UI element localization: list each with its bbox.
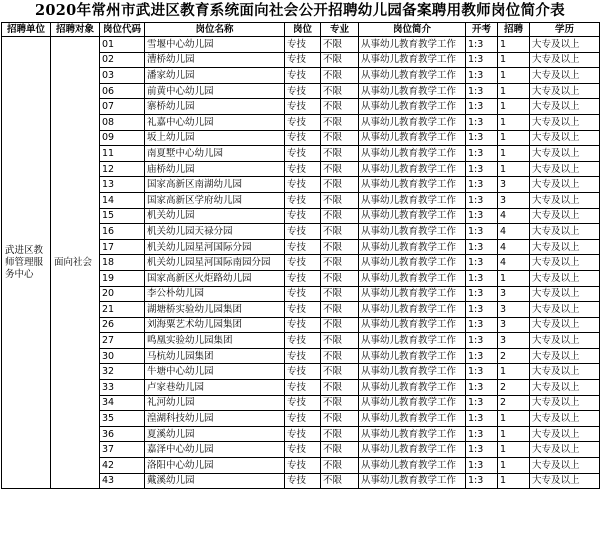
education-cell: 大专及以上	[530, 161, 600, 177]
education-cell: 大专及以上	[530, 37, 600, 53]
position-code-cell: 19	[100, 270, 145, 286]
major-cell: 不限	[321, 302, 359, 318]
position-type-cell: 专技	[285, 411, 321, 427]
major-cell: 不限	[321, 317, 359, 333]
exam-ratio-cell: 1:3	[466, 473, 498, 489]
position-description-cell: 从事幼儿教育教学工作	[359, 68, 466, 84]
exam-ratio-cell: 1:3	[466, 458, 498, 474]
education-cell: 大专及以上	[530, 224, 600, 240]
col-header-position: 岗位	[285, 23, 321, 37]
position-code-cell: 07	[100, 99, 145, 115]
major-cell: 不限	[321, 192, 359, 208]
position-type-cell: 专技	[285, 37, 321, 53]
hire-count-cell: 1	[498, 68, 530, 84]
education-cell: 大专及以上	[530, 68, 600, 84]
hire-count-cell: 1	[498, 161, 530, 177]
position-description-cell: 从事幼儿教育教学工作	[359, 83, 466, 99]
col-header-code: 岗位代码	[100, 23, 145, 37]
education-cell: 大专及以上	[530, 442, 600, 458]
position-code-cell: 01	[100, 37, 145, 53]
hire-count-cell: 1	[498, 130, 530, 146]
school-name-cell: 坂上幼儿园	[145, 130, 285, 146]
hire-count-cell: 3	[498, 302, 530, 318]
position-type-cell: 专技	[285, 348, 321, 364]
education-cell: 大专及以上	[530, 99, 600, 115]
position-type-cell: 专技	[285, 302, 321, 318]
position-code-cell: 33	[100, 380, 145, 396]
major-cell: 不限	[321, 130, 359, 146]
position-description-cell: 从事幼儿教育教学工作	[359, 239, 466, 255]
major-cell: 不限	[321, 348, 359, 364]
position-code-cell: 12	[100, 161, 145, 177]
position-code-cell: 14	[100, 192, 145, 208]
position-description-cell: 从事幼儿教育教学工作	[359, 224, 466, 240]
position-code-cell: 17	[100, 239, 145, 255]
position-description-cell: 从事幼儿教育教学工作	[359, 270, 466, 286]
school-name-cell: 卢家巷幼儿园	[145, 380, 285, 396]
position-description-cell: 从事幼儿教育教学工作	[359, 426, 466, 442]
position-type-cell: 专技	[285, 239, 321, 255]
position-type-cell: 专技	[285, 270, 321, 286]
hire-count-cell: 1	[498, 364, 530, 380]
major-cell: 不限	[321, 442, 359, 458]
school-name-cell: 洛阳中心幼儿园	[145, 458, 285, 474]
exam-ratio-cell: 1:3	[466, 83, 498, 99]
hire-count-cell: 3	[498, 333, 530, 349]
position-code-cell: 08	[100, 114, 145, 130]
position-description-cell: 从事幼儿教育教学工作	[359, 395, 466, 411]
exam-ratio-cell: 1:3	[466, 442, 498, 458]
exam-ratio-cell: 1:3	[466, 302, 498, 318]
school-name-cell: 牛塘中心幼儿园	[145, 364, 285, 380]
position-description-cell: 从事幼儿教育教学工作	[359, 177, 466, 193]
position-code-cell: 11	[100, 146, 145, 162]
exam-ratio-cell: 1:3	[466, 286, 498, 302]
school-name-cell: 机关幼儿园星河国际南园分园	[145, 255, 285, 271]
hire-count-cell: 3	[498, 317, 530, 333]
education-cell: 大专及以上	[530, 302, 600, 318]
major-cell: 不限	[321, 286, 359, 302]
position-type-cell: 专技	[285, 161, 321, 177]
school-name-cell: 嘉泽中心幼儿园	[145, 442, 285, 458]
position-code-cell: 35	[100, 411, 145, 427]
major-cell: 不限	[321, 255, 359, 271]
education-cell: 大专及以上	[530, 83, 600, 99]
education-cell: 大专及以上	[530, 473, 600, 489]
col-header-description: 岗位简介	[359, 23, 466, 37]
position-type-cell: 专技	[285, 224, 321, 240]
education-cell: 大专及以上	[530, 146, 600, 162]
position-description-cell: 从事幼儿教育教学工作	[359, 130, 466, 146]
position-description-cell: 从事幼儿教育教学工作	[359, 302, 466, 318]
position-description-cell: 从事幼儿教育教学工作	[359, 37, 466, 53]
hire-count-cell: 3	[498, 192, 530, 208]
major-cell: 不限	[321, 458, 359, 474]
school-name-cell: 国家高新区南湖幼儿园	[145, 177, 285, 193]
education-cell: 大专及以上	[530, 192, 600, 208]
major-cell: 不限	[321, 333, 359, 349]
position-code-cell: 20	[100, 286, 145, 302]
hire-count-cell: 1	[498, 270, 530, 286]
position-description-cell: 从事幼儿教育教学工作	[359, 208, 466, 224]
col-header-major: 专业	[321, 23, 359, 37]
position-code-cell: 02	[100, 52, 145, 68]
education-cell: 大专及以上	[530, 270, 600, 286]
position-type-cell: 专技	[285, 395, 321, 411]
hire-count-cell: 2	[498, 348, 530, 364]
hire-count-cell: 1	[498, 146, 530, 162]
recruitment-target: 面向社会	[51, 37, 100, 489]
hire-count-cell: 3	[498, 177, 530, 193]
school-name-cell: 雪堰中心幼儿园	[145, 37, 285, 53]
school-name-cell: 鸣凰实验幼儿园集团	[145, 333, 285, 349]
position-code-cell: 26	[100, 317, 145, 333]
school-name-cell: 国家高新区学府幼儿园	[145, 192, 285, 208]
position-code-cell: 30	[100, 348, 145, 364]
hire-count-cell: 4	[498, 239, 530, 255]
position-type-cell: 专技	[285, 286, 321, 302]
position-type-cell: 专技	[285, 114, 321, 130]
hire-count-cell: 1	[498, 37, 530, 53]
school-name-cell: 国家高新区火炬路幼儿园	[145, 270, 285, 286]
exam-ratio-cell: 1:3	[466, 52, 498, 68]
position-code-cell: 43	[100, 473, 145, 489]
position-type-cell: 专技	[285, 458, 321, 474]
col-header-ratio: 开考	[466, 23, 498, 37]
hire-count-cell: 4	[498, 224, 530, 240]
table-row	[2, 37, 600, 53]
position-code-cell: 15	[100, 208, 145, 224]
position-code-cell: 32	[100, 364, 145, 380]
position-description-cell: 从事幼儿教育教学工作	[359, 473, 466, 489]
recruiting-unit: 武进区教师管理服务中心	[2, 37, 51, 489]
major-cell: 不限	[321, 37, 359, 53]
education-cell: 大专及以上	[530, 333, 600, 349]
position-code-cell: 16	[100, 224, 145, 240]
education-cell: 大专及以上	[530, 458, 600, 474]
education-cell: 大专及以上	[530, 348, 600, 364]
position-type-cell: 专技	[285, 442, 321, 458]
major-cell: 不限	[321, 411, 359, 427]
school-name-cell: 南夏墅中心幼儿园	[145, 146, 285, 162]
school-name-cell: 机关幼儿园星河国际分园	[145, 239, 285, 255]
exam-ratio-cell: 1:3	[466, 364, 498, 380]
education-cell: 大专及以上	[530, 239, 600, 255]
exam-ratio-cell: 1:3	[466, 255, 498, 271]
major-cell: 不限	[321, 68, 359, 84]
exam-ratio-cell: 1:3	[466, 208, 498, 224]
position-code-cell: 03	[100, 68, 145, 84]
school-name-cell: 机关幼儿园天禄分园	[145, 224, 285, 240]
position-type-cell: 专技	[285, 426, 321, 442]
school-name-cell: 马杭幼儿园集团	[145, 348, 285, 364]
position-code-cell: 21	[100, 302, 145, 318]
position-code-cell: 06	[100, 83, 145, 99]
position-code-cell: 13	[100, 177, 145, 193]
position-description-cell: 从事幼儿教育教学工作	[359, 411, 466, 427]
major-cell: 不限	[321, 426, 359, 442]
education-cell: 大专及以上	[530, 255, 600, 271]
hire-count-cell: 1	[498, 458, 530, 474]
school-name-cell: 刘海粟艺术幼儿园集团	[145, 317, 285, 333]
exam-ratio-cell: 1:3	[466, 114, 498, 130]
hire-count-cell: 2	[498, 395, 530, 411]
position-type-cell: 专技	[285, 177, 321, 193]
education-cell: 大专及以上	[530, 177, 600, 193]
position-type-cell: 专技	[285, 68, 321, 84]
position-code-cell: 18	[100, 255, 145, 271]
position-code-cell: 42	[100, 458, 145, 474]
position-code-cell: 36	[100, 426, 145, 442]
hire-count-cell: 1	[498, 473, 530, 489]
hire-count-cell: 1	[498, 411, 530, 427]
position-type-cell: 专技	[285, 130, 321, 146]
school-name-cell: 礼嘉中心幼儿园	[145, 114, 285, 130]
education-cell: 大专及以上	[530, 114, 600, 130]
exam-ratio-cell: 1:3	[466, 333, 498, 349]
education-cell: 大专及以上	[530, 286, 600, 302]
education-cell: 大专及以上	[530, 208, 600, 224]
major-cell: 不限	[321, 395, 359, 411]
position-description-cell: 从事幼儿教育教学工作	[359, 458, 466, 474]
positions-table	[1, 22, 600, 489]
hire-count-cell: 2	[498, 380, 530, 396]
education-cell: 大专及以上	[530, 380, 600, 396]
position-type-cell: 专技	[285, 192, 321, 208]
exam-ratio-cell: 1:3	[466, 37, 498, 53]
exam-ratio-cell: 1:3	[466, 239, 498, 255]
school-name-cell: 前黄中心幼儿园	[145, 83, 285, 99]
school-name-cell: 潘家幼儿园	[145, 68, 285, 84]
position-code-cell: 34	[100, 395, 145, 411]
position-type-cell: 专技	[285, 473, 321, 489]
col-header-name: 岗位名称	[145, 23, 285, 37]
position-type-cell: 专技	[285, 380, 321, 396]
school-name-cell: 寨桥幼儿园	[145, 99, 285, 115]
school-name-cell: 戴溪幼儿园	[145, 473, 285, 489]
exam-ratio-cell: 1:3	[466, 177, 498, 193]
page-title: 2020年常州市武进区教育系统面向社会公开招聘幼儿园备案聘用教师岗位简介表	[35, 2, 565, 19]
major-cell: 不限	[321, 364, 359, 380]
exam-ratio-cell: 1:3	[466, 146, 498, 162]
position-description-cell: 从事幼儿教育教学工作	[359, 380, 466, 396]
major-cell: 不限	[321, 224, 359, 240]
major-cell: 不限	[321, 380, 359, 396]
hire-count-cell: 1	[498, 114, 530, 130]
header-row	[2, 23, 600, 37]
exam-ratio-cell: 1:3	[466, 161, 498, 177]
position-type-cell: 专技	[285, 52, 321, 68]
hire-count-cell: 1	[498, 83, 530, 99]
hire-count-cell: 4	[498, 255, 530, 271]
school-name-cell: 湟湖科技幼儿园	[145, 411, 285, 427]
major-cell: 不限	[321, 161, 359, 177]
major-cell: 不限	[321, 270, 359, 286]
position-type-cell: 专技	[285, 255, 321, 271]
position-code-cell: 09	[100, 130, 145, 146]
position-description-cell: 从事幼儿教育教学工作	[359, 146, 466, 162]
school-name-cell: 李公朴幼儿园	[145, 286, 285, 302]
exam-ratio-cell: 1:3	[466, 380, 498, 396]
exam-ratio-cell: 1:3	[466, 317, 498, 333]
major-cell: 不限	[321, 99, 359, 115]
hire-count-cell: 1	[498, 99, 530, 115]
hire-count-cell: 1	[498, 52, 530, 68]
education-cell: 大专及以上	[530, 317, 600, 333]
school-name-cell: 礼河幼儿园	[145, 395, 285, 411]
school-name-cell: 夏溪幼儿园	[145, 426, 285, 442]
position-description-cell: 从事幼儿教育教学工作	[359, 161, 466, 177]
position-code-cell: 27	[100, 333, 145, 349]
education-cell: 大专及以上	[530, 130, 600, 146]
position-description-cell: 从事幼儿教育教学工作	[359, 192, 466, 208]
position-description-cell: 从事幼儿教育教学工作	[359, 317, 466, 333]
exam-ratio-cell: 1:3	[466, 348, 498, 364]
position-code-cell: 37	[100, 442, 145, 458]
position-description-cell: 从事幼儿教育教学工作	[359, 348, 466, 364]
position-type-cell: 专技	[285, 333, 321, 349]
major-cell: 不限	[321, 473, 359, 489]
major-cell: 不限	[321, 114, 359, 130]
hire-count-cell: 1	[498, 442, 530, 458]
col-header-education: 学历	[530, 23, 600, 37]
education-cell: 大专及以上	[530, 411, 600, 427]
position-type-cell: 专技	[285, 364, 321, 380]
major-cell: 不限	[321, 208, 359, 224]
education-cell: 大专及以上	[530, 395, 600, 411]
school-name-cell: 庙桥幼儿园	[145, 161, 285, 177]
position-description-cell: 从事幼儿教育教学工作	[359, 99, 466, 115]
school-name-cell: 湖塘桥实验幼儿园集团	[145, 302, 285, 318]
school-name-cell: 机关幼儿园	[145, 208, 285, 224]
position-description-cell: 从事幼儿教育教学工作	[359, 52, 466, 68]
major-cell: 不限	[321, 52, 359, 68]
position-description-cell: 从事幼儿教育教学工作	[359, 333, 466, 349]
exam-ratio-cell: 1:3	[466, 130, 498, 146]
position-description-cell: 从事幼儿教育教学工作	[359, 286, 466, 302]
position-description-cell: 从事幼儿教育教学工作	[359, 364, 466, 380]
major-cell: 不限	[321, 239, 359, 255]
position-type-cell: 专技	[285, 99, 321, 115]
position-description-cell: 从事幼儿教育教学工作	[359, 442, 466, 458]
exam-ratio-cell: 1:3	[466, 411, 498, 427]
exam-ratio-cell: 1:3	[466, 99, 498, 115]
exam-ratio-cell: 1:3	[466, 426, 498, 442]
position-description-cell: 从事幼儿教育教学工作	[359, 114, 466, 130]
education-cell: 大专及以上	[530, 426, 600, 442]
exam-ratio-cell: 1:3	[466, 395, 498, 411]
col-header-count: 招聘	[498, 23, 530, 37]
education-cell: 大专及以上	[530, 364, 600, 380]
position-type-cell: 专技	[285, 317, 321, 333]
exam-ratio-cell: 1:3	[466, 68, 498, 84]
position-type-cell: 专技	[285, 146, 321, 162]
exam-ratio-cell: 1:3	[466, 270, 498, 286]
position-type-cell: 专技	[285, 208, 321, 224]
position-description-cell: 从事幼儿教育教学工作	[359, 255, 466, 271]
position-type-cell: 专技	[285, 83, 321, 99]
major-cell: 不限	[321, 146, 359, 162]
school-name-cell: 漕桥幼儿园	[145, 52, 285, 68]
hire-count-cell: 3	[498, 286, 530, 302]
education-cell: 大专及以上	[530, 52, 600, 68]
exam-ratio-cell: 1:3	[466, 224, 498, 240]
major-cell: 不限	[321, 177, 359, 193]
exam-ratio-cell: 1:3	[466, 192, 498, 208]
col-header-unit: 招聘单位	[2, 23, 51, 37]
hire-count-cell: 1	[498, 426, 530, 442]
hire-count-cell: 4	[498, 208, 530, 224]
col-header-target: 招聘对象	[51, 23, 100, 37]
major-cell: 不限	[321, 83, 359, 99]
